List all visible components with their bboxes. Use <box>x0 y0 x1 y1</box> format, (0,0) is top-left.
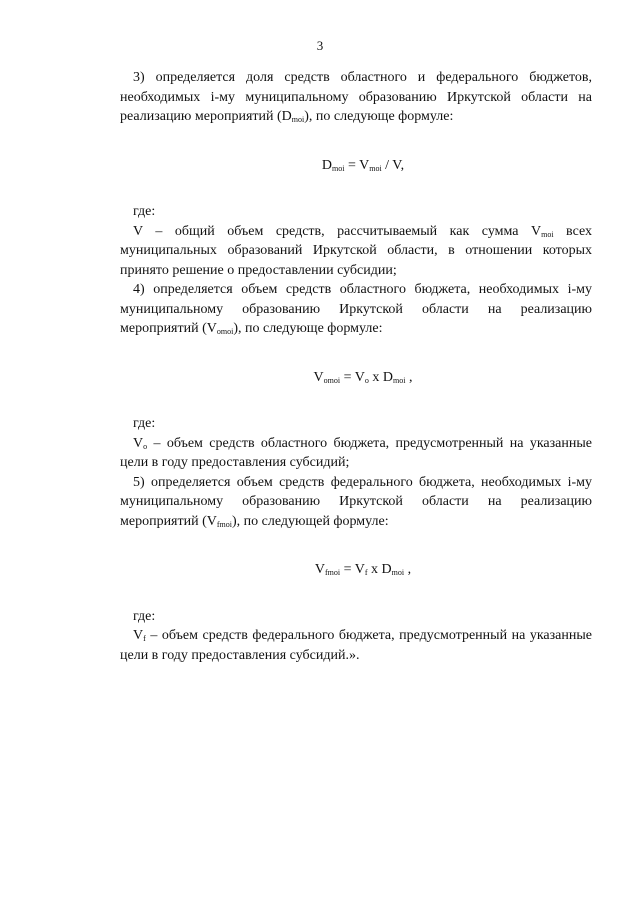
definition-v: V – общий объем средств, рассчитываемый как сумма $V_{moi}$ всех муниципальных образований Иркутской области, в отношении которых принято решение о предоставлении субсидии; <box>120 223 592 278</box>
definition-vo: $V_o$ – объем средств областного бюджета, предусмотренный на указанные цели в году предоставления субсидий; <box>120 435 592 470</box>
formula-federal: $V_{fmoi} = V_f$ x $D_{moi}$ , <box>314 562 412 577</box>
page-number: 3 <box>316 38 324 53</box>
where-label: где: <box>133 416 156 431</box>
where-label: где: <box>133 204 156 219</box>
definition-vf: $V_f$ – объем средств федерального бюджета, предусмотренный на указанные цели в году предоставления субсидий.». <box>120 628 592 663</box>
document-body <box>120 68 592 665</box>
where-label: где: <box>133 608 156 624</box>
paragraph-item-4: 4) определяется объем средств областного бюджета, необходимых i-му муниципальному образованию Иркутской области на реализацию мероприятий $(V_{omoi})$, по следующе формуле: <box>120 282 592 336</box>
paragraph-item-5: 5) определяется объем средств федерального бюджета, необходимых i-му муниципальному образованию Иркутской области на реализацию мероприятий $(V_{fmoi})$, по следующей формуле: <box>120 474 592 529</box>
formula-regional: $V_{omoi} = V_o$ x $D_{moi}$ , <box>313 369 413 385</box>
paragraph-item-3: 3) определяется доля средств областного и федерального бюджетов, необходимых i-му муниципальному образованию Иркутской области на реализацию мероприятий $(D_{moi})$, по следующе формуле: <box>120 70 592 124</box>
formula-share: $D_{moi} = V_{moi} / V$, <box>321 157 405 173</box>
